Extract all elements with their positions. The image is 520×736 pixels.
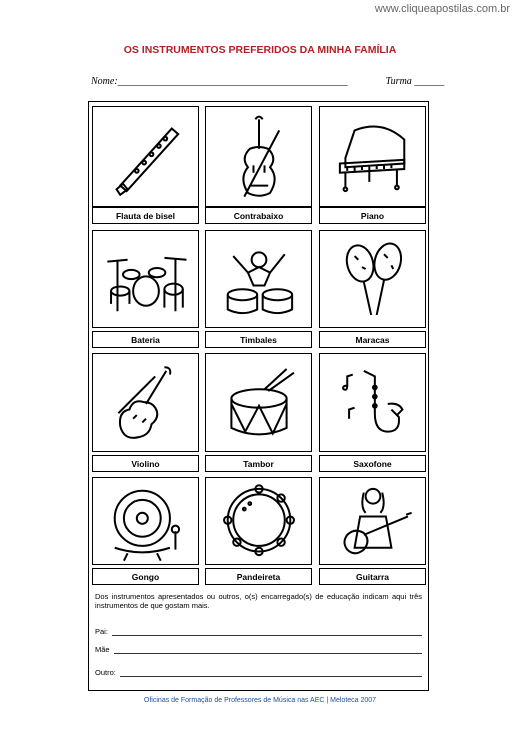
- violin-icon: [100, 358, 192, 450]
- tambourine-icon: [213, 476, 305, 568]
- instrument-label: Contrabaixo: [205, 207, 312, 224]
- drum-kit-icon: [100, 234, 192, 326]
- instrument-cell: [319, 353, 426, 452]
- other-line[interactable]: [120, 668, 422, 677]
- instrument-label: Pandeireta: [205, 568, 312, 585]
- maracas-icon: [327, 234, 419, 326]
- drum-icon: [213, 358, 305, 450]
- father-field[interactable]: [95, 627, 422, 636]
- instrument-cell: [319, 477, 426, 565]
- instrument-cell: [205, 106, 312, 207]
- site-url: www.cliqueapostilas.com.br: [374, 3, 510, 15]
- instrument-label: Gongo: [92, 568, 199, 585]
- mother-line[interactable]: [114, 645, 422, 654]
- other-label: Outro:: [95, 668, 116, 677]
- instrument-cell: [92, 230, 199, 328]
- saxophone-icon: [327, 358, 419, 450]
- footer-credit: Oficinas de Formação de Professores de Música nas AEC | Meloteca 2007: [143, 697, 377, 704]
- instrument-cell: [205, 353, 312, 452]
- other-field[interactable]: [95, 668, 422, 677]
- instrument-label: Guitarra: [319, 568, 426, 585]
- double-bass-icon: [213, 112, 305, 204]
- instrument-label: Saxofone: [319, 455, 426, 472]
- instrument-cell: [319, 106, 426, 207]
- instrument-label: Flauta de bisel: [92, 207, 199, 224]
- instrument-label: Violino: [92, 455, 199, 472]
- instrument-label: Bateria: [92, 331, 199, 348]
- father-line[interactable]: [112, 627, 422, 636]
- instrument-label: Tambor: [205, 455, 312, 472]
- gong-icon: [100, 476, 192, 568]
- instrument-cell: [205, 230, 312, 328]
- instrument-cell: [92, 106, 199, 207]
- mother-label: Mãe: [95, 645, 110, 654]
- name-label: Nome:: [91, 76, 118, 87]
- name-blank[interactable]: ______________________________________________: [117, 76, 348, 87]
- recorder-icon: [100, 112, 192, 204]
- guitar-icon: [327, 476, 419, 568]
- name-class-row: [91, 76, 444, 87]
- instrument-label: Maracas: [319, 331, 426, 348]
- class-blank[interactable]: ______: [414, 76, 445, 87]
- timbales-icon: [213, 234, 305, 326]
- instrument-cell: [205, 477, 312, 565]
- note-instructions: Dos instrumentos apresentados ou outros, o(s) encarregado(s) de educação indicam aqui três instrumentos de que gostam mais.: [95, 592, 422, 610]
- instrument-cell: [319, 230, 426, 328]
- father-label: Pai:: [95, 627, 108, 636]
- piano-icon: [327, 112, 419, 204]
- instrument-label: Timbales: [205, 331, 312, 348]
- instrument-cell: [92, 353, 199, 452]
- instrument-label: Piano: [319, 207, 426, 224]
- page-title: OS INSTRUMENTOS PREFERIDOS DA MINHA FAMÍLIA: [123, 44, 397, 56]
- class-label: Turma: [385, 76, 412, 87]
- mother-field[interactable]: [95, 645, 422, 654]
- instrument-cell: [92, 477, 199, 565]
- family-note-section: [91, 590, 426, 686]
